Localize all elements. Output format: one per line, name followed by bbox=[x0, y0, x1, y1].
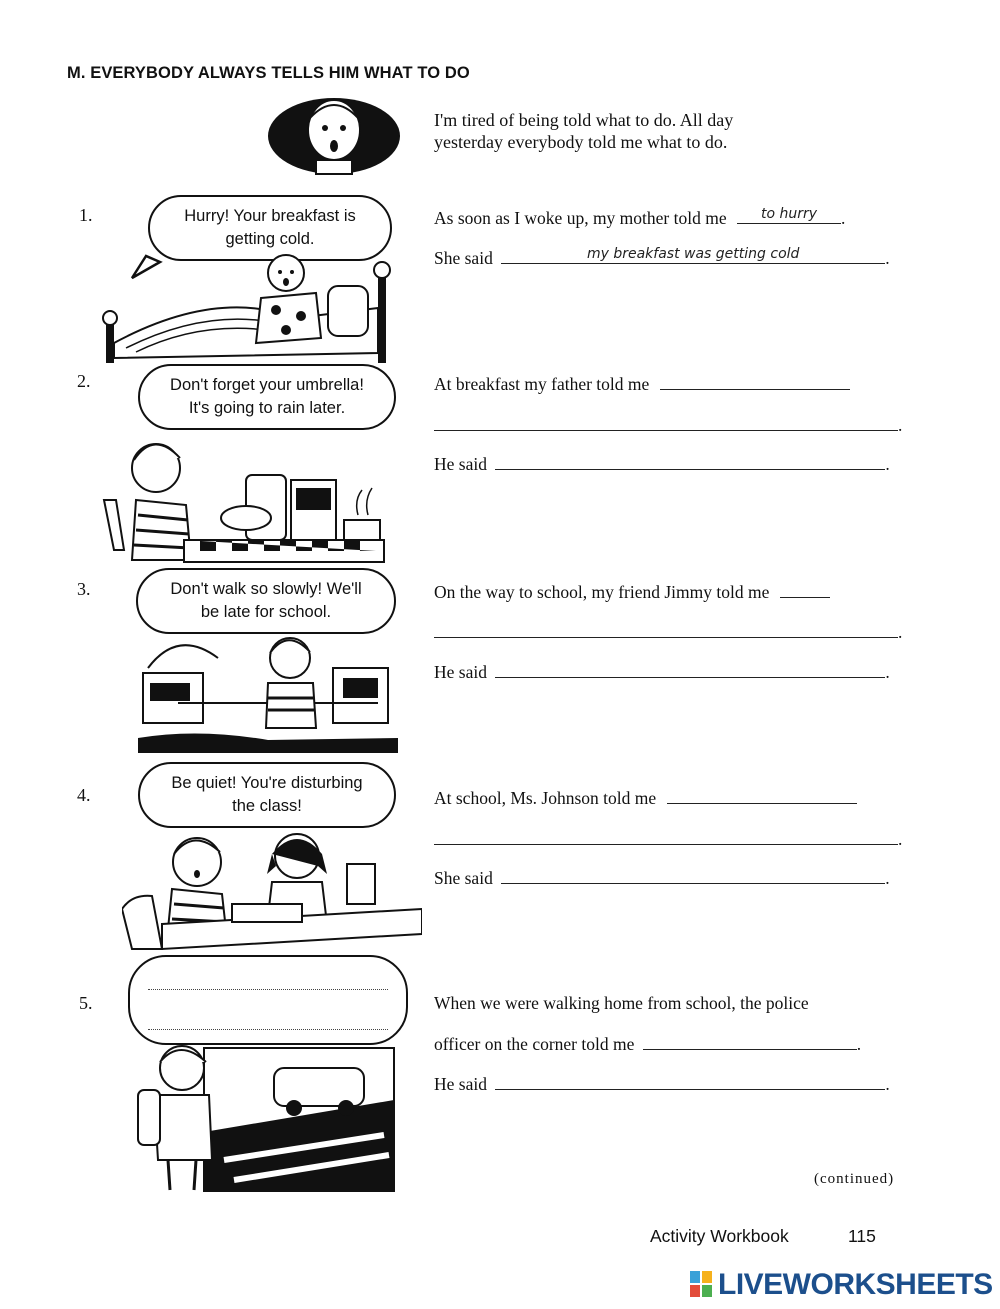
answer-blank[interactable] bbox=[737, 207, 841, 224]
answer-blank[interactable] bbox=[495, 1073, 885, 1090]
said-line: He said . bbox=[434, 662, 890, 682]
continuation-line: . bbox=[434, 414, 902, 436]
logo-icon bbox=[690, 1271, 714, 1301]
answer-blank[interactable] bbox=[660, 373, 850, 390]
item-number: 3. bbox=[77, 579, 91, 599]
speech-bubble: Hurry! Your breakfast is getting cold. bbox=[148, 195, 392, 261]
answer-blank[interactable] bbox=[434, 828, 898, 845]
sentence-line: As soon as I woke up, my mother told me to hurry . bbox=[434, 206, 846, 228]
item-number: 2. bbox=[77, 371, 91, 391]
bed-scene-illustration bbox=[96, 248, 396, 368]
item-number: 5. bbox=[79, 993, 93, 1013]
answer-blank[interactable] bbox=[495, 453, 885, 470]
liveworksheets-logo[interactable] bbox=[690, 1268, 993, 1302]
answer-blank[interactable] bbox=[780, 581, 830, 598]
sentence-line: officer on the corner told me . bbox=[434, 1034, 862, 1054]
speech-bubble-empty[interactable] bbox=[128, 955, 408, 1045]
continued-note: (continued) bbox=[814, 1171, 895, 1187]
street-crossing-illustration bbox=[134, 1040, 396, 1192]
speech-bubble: Be quiet! You're disturbing the class! bbox=[138, 762, 396, 828]
boy-head-illustration bbox=[266, 88, 406, 178]
speech-bubble: Don't walk so slowly! We'll be late for school. bbox=[136, 568, 396, 634]
said-line: He said . bbox=[434, 454, 890, 474]
answer-blank[interactable] bbox=[434, 414, 898, 431]
answer-blank[interactable] bbox=[667, 787, 857, 804]
intro-text: I'm tired of being told what to do. All day yesterday everybody told me what to do. bbox=[434, 110, 734, 152]
speech-bubble: Don't forget your umbrella! It's going to rain later. bbox=[138, 364, 396, 430]
item-number: 4. bbox=[77, 785, 91, 805]
classroom-illustration bbox=[122, 824, 422, 954]
said-line: He said . bbox=[434, 1074, 890, 1094]
bubble-answer-line[interactable] bbox=[148, 1029, 388, 1030]
breakfast-scene-illustration bbox=[96, 430, 396, 570]
sentence-line: At breakfast my father told me bbox=[434, 373, 850, 395]
answer-text: to hurry bbox=[760, 206, 818, 222]
bubble-answer-line[interactable] bbox=[148, 989, 388, 990]
answer-blank[interactable] bbox=[434, 621, 898, 638]
item-number: 1. bbox=[79, 205, 93, 225]
sentence-line: On the way to school, my friend Jimmy told me bbox=[434, 581, 830, 603]
said-line: She said my breakfast was getting cold . bbox=[434, 246, 890, 268]
answer-text: my breakfast was getting cold bbox=[586, 246, 800, 262]
answer-blank[interactable] bbox=[501, 247, 885, 264]
answer-blank[interactable] bbox=[643, 1033, 857, 1050]
page-number: 115 bbox=[848, 1226, 876, 1246]
answer-blank[interactable] bbox=[495, 661, 885, 678]
continuation-line: . bbox=[434, 828, 902, 850]
footer-workbook: Activity Workbook bbox=[650, 1226, 789, 1246]
page-title: M. EVERYBODY ALWAYS TELLS HIM WHAT TO DO bbox=[67, 64, 470, 82]
continuation-line: . bbox=[434, 621, 902, 643]
sentence-line: When we were walking home from school, the police bbox=[434, 993, 809, 1013]
logo-text: LIVEWORKSHEETS bbox=[718, 1268, 993, 1301]
sentence-line: At school, Ms. Johnson told me bbox=[434, 787, 857, 809]
school-walk-illustration bbox=[138, 628, 398, 758]
said-line: She said . bbox=[434, 868, 890, 888]
answer-blank[interactable] bbox=[501, 867, 885, 884]
